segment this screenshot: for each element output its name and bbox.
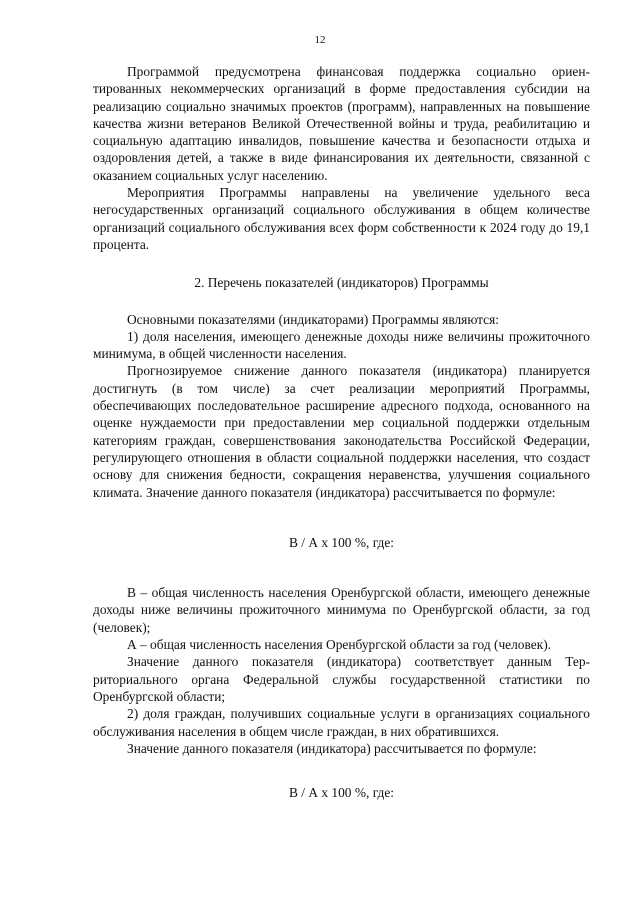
- page-number: 12: [314, 34, 326, 46]
- section-heading: 2. Перечень показателей (индикаторов) Программы: [194, 275, 489, 291]
- paragraph-forecast: Прогнозируемое снижение данного показателя (индикатора) планируется достигнуть (в том числе) за счет реализации мероприятий Программы, обеспечивающих последовательное расширение адресного подхода, основанного на оценке нуждаемости при предоставлении мер социальной поддержки отдельным категориям граждан, совершенствования законодательства Российской Федерации, регулирующего отношения в области социальной поддержки населения, что создаст основу для снижения бедности, сокращения неравенства, улучшения социального климата. Значение данного показателя (индикатора) рассчитывается по формуле:: [93, 363, 590, 500]
- paragraph-data-source: Значение данного показателя (индикатора) соответствует данным Территориального органа Федеральной службы государственной статистики по Оренбургской области;: [93, 654, 590, 704]
- paragraph-indicator-2: 2) доля граждан, получивших социальные услуги в организациях социального обслуживания населения в общем числе граждан, в них обратившихся.: [93, 706, 590, 739]
- paragraph-formula-intro: Значение данного показателя (индикатора) рассчитывается по формуле:: [127, 740, 537, 756]
- paragraph-definition-b: В – общая численность населения Оренбургской области, имеющего денежные доходы ниже величины прожиточного минимума по Оренбургской области, за год (человек);: [93, 585, 590, 635]
- paragraph-indicator-1: 1) доля населения, имеющего денежные доходы ниже величины прожиточного минимума, в общей численности населения.: [93, 328, 590, 362]
- document-body: [93, 63, 590, 801]
- paragraph-program-measures: Мероприятия Программы направлены на увеличение удельного веса негосударственных организаций социального обслуживания в общем количестве организаций социального обслуживания всех форм собственности к 2024 году до 19,1 процента.: [93, 185, 590, 252]
- formula-2: В / А х 100 %, где:: [289, 785, 394, 801]
- paragraph-financial-support: Программой предусмотрена финансовая поддержка социально ориентированных некоммерческих организаций в форме предоставления субсидии на реализацию социально значимых проектов (программ), направленных на повышение качества жизни ветеранов Великой Отечественной войны и труда, реабилитацию и социальную адаптацию инвалидов, повышение качества и безопасности отдыха и оздоровления детей, а также в виде финансирования их деятельности, связанной с оказанием социальных услуг населению.: [93, 64, 590, 183]
- paragraph-indicators-intro: Основными показателями (индикаторами) Программы являются:: [127, 311, 499, 327]
- paragraph-definition-a: А – общая численность населения Оренбургской области за год (человек).: [127, 637, 552, 653]
- formula-1: В / А х 100 %, где:: [289, 534, 394, 550]
